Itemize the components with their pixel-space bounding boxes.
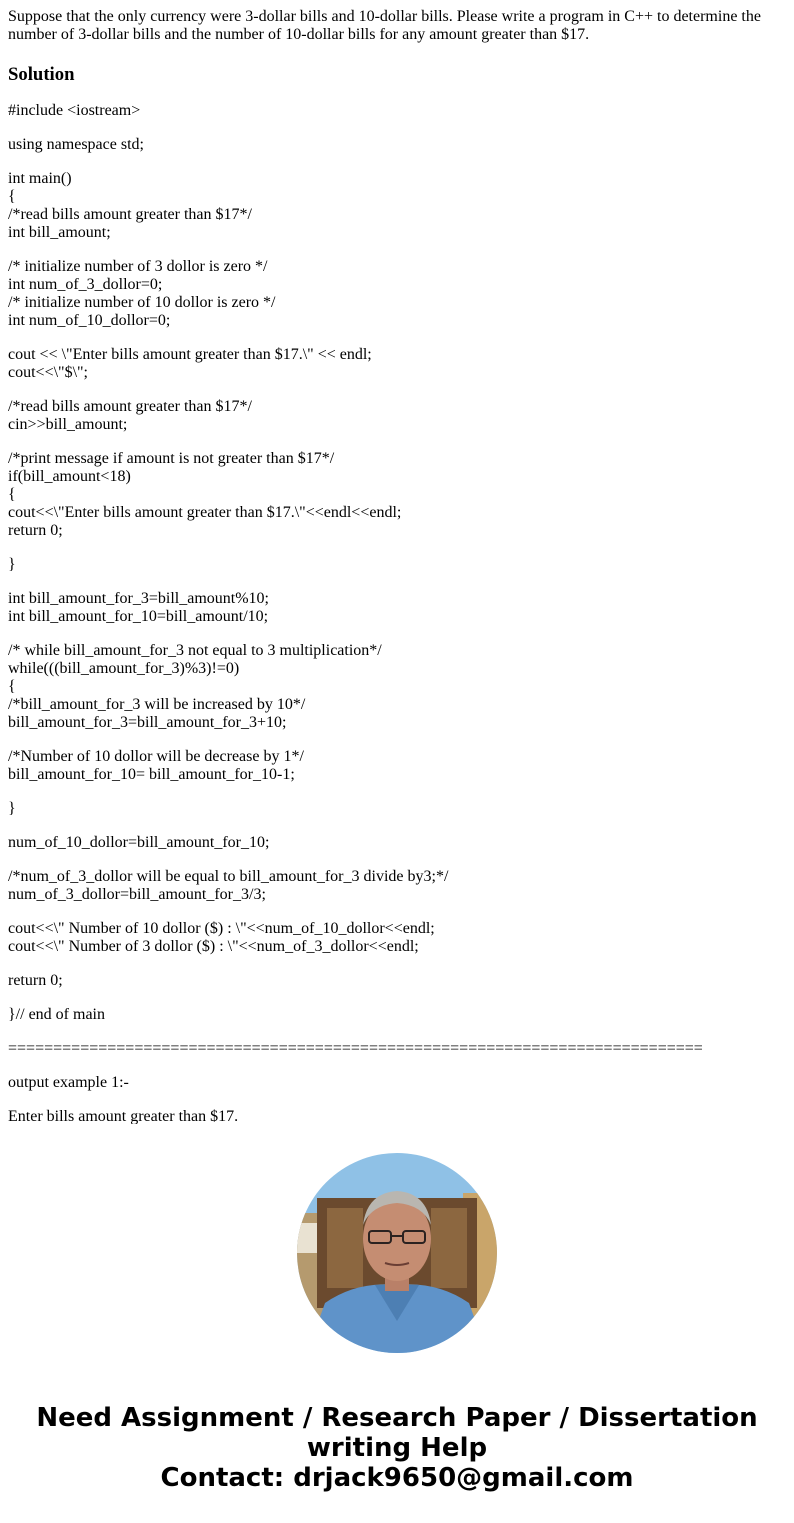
- code-paragraph: /* while bill_amount_for_3 not equal to 3 multiplication*/ while(((bill_amount_for_3)%3)!=0) { /*bill_amount_for_3 will be increased by 10*/ bill_amount_for_3=bill_amount_for_3+10;: [8, 642, 382, 731]
- author-photo: [297, 1153, 497, 1353]
- code-paragraph: /* initialize number of 3 dollor is zero */ int num_of_3_dollor=0; /* initialize number of 10 dollor is zero */ int num_of_10_dollor=0;: [8, 258, 276, 329]
- code-paragraph: #include <iostream>: [8, 102, 141, 119]
- author-photo-image: [297, 1153, 497, 1353]
- footer-banner: [0, 1403, 794, 1493]
- code-paragraph: }: [8, 556, 16, 573]
- footer-line-1: Need Assignment / Research Paper / Dissertation: [36, 1403, 758, 1433]
- code-paragraph: =============================================================================: [8, 1040, 703, 1057]
- code-paragraph: int bill_amount_for_3=bill_amount%10; int bill_amount_for_10=bill_amount/10;: [8, 590, 269, 625]
- code-paragraph: /*print message if amount is not greater than $17*/ if(bill_amount<18) { cout<<\"Enter bills amount greater than $17.\"<<endl<<endl; return 0;: [8, 450, 402, 539]
- question-text: Suppose that the only currency were 3-dollar bills and 10-dollar bills. Please write a program in C++ to determine the number of 3-dollar bills and the number of 10-dollar bills for any amount greater than $17.: [8, 8, 761, 43]
- code-paragraph: /*Number of 10 dollor will be decrease by 1*/ bill_amount_for_10= bill_amount_for_10-1;: [8, 748, 304, 783]
- code-paragraph: num_of_10_dollor=bill_amount_for_10;: [8, 834, 270, 851]
- code-paragraph: }: [8, 800, 16, 817]
- code-paragraph: output example 1:-: [8, 1074, 129, 1091]
- code-paragraph: }// end of main: [8, 1006, 105, 1023]
- code-paragraph: cout<<\" Number of 10 dollor ($) : \"<<num_of_10_dollor<<endl; cout<<\" Number of 3 dollor ($) : \"<<num_of_3_dollor<<endl;: [8, 920, 435, 955]
- solution-heading: Solution: [8, 64, 75, 85]
- code-paragraph: int main() { /*read bills amount greater than $17*/ int bill_amount;: [8, 170, 252, 241]
- code-paragraph: using namespace std;: [8, 136, 144, 153]
- code-paragraph: return 0;: [8, 972, 63, 989]
- footer-line-3: Contact: drjack9650@gmail.com: [160, 1463, 634, 1493]
- code-paragraph: cout << \"Enter bills amount greater than $17.\" << endl; cout<<\"$\";: [8, 346, 372, 381]
- code-paragraph: /*read bills amount greater than $17*/ cin>>bill_amount;: [8, 398, 252, 433]
- code-paragraph: Enter bills amount greater than $17.: [8, 1108, 239, 1124]
- footer-line-2: writing Help: [306, 1433, 488, 1463]
- solution-code: [8, 102, 786, 1124]
- code-paragraph: /*num_of_3_dollor will be equal to bill_amount_for_3 divide by3;*/ num_of_3_dollor=bill_amount_for_3/3;: [8, 868, 449, 903]
